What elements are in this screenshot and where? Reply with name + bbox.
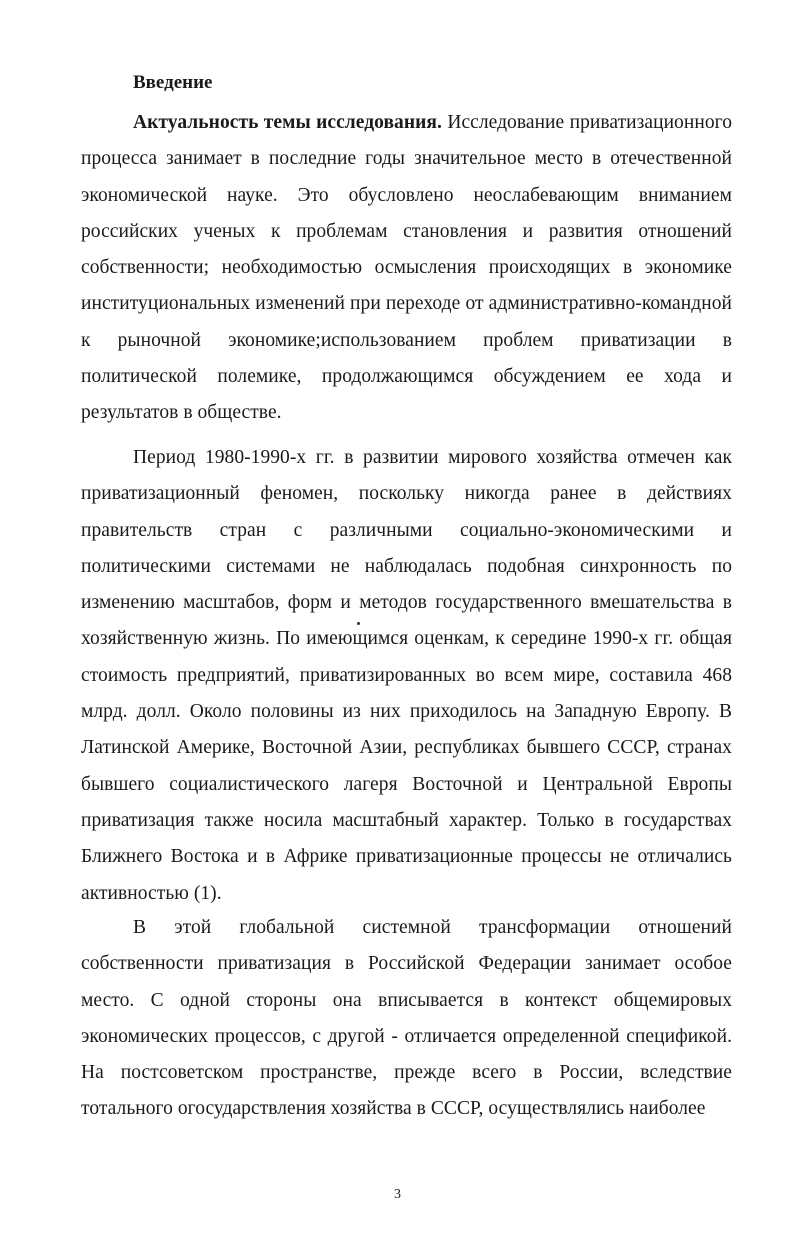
section-heading: Введение <box>133 72 213 93</box>
paragraph-russian-federation <box>81 910 732 1128</box>
page-number: 3 <box>394 1187 401 1202</box>
paragraph-lead: Актуальность темы исследования. <box>133 112 442 133</box>
paragraph-text: Исследование приватизационного процесса занимает в последние годы значительное место в отечественной экономической науке. Это обусловлено неослабевающим вниманием российских ученых к проблемам становления и развития отношений собственности; необходимостью осмысления происходящих в экономике институциональных изменений при переходе от административно-командной к рыночной экономике;использованием проблем приватизации в политической полемике, продолжающимся обсуждением ее хода и результатов в обществе. <box>81 112 732 424</box>
paragraph-text: Период 1980-1990-х гг. в развитии мирового хозяйства отмечен как приватизационный феномен, поскольку никогда ранее в действиях правительств стран с различными социально-экономическими и политическими системами не наблюдалась подобная синхронность по изменению масштабов, форм и методов государственного вмешательства в хозяйственную жизнь. По имеющимся оценкам, к середине 1990-х гг. общая стоимость предприятий, приватизированных во всем мире, составила 468 млрд. долл. Около половины из них приходилось на Западную Европу. В Латинской Америке, Восточной Азии, республиках бывшего СССР, странах бывшего социалистического лагеря Восточной и Центральной Европы приватизация также носила масштабный характер. Только в государствах Ближнего Востока и в Африке приватизационные процессы не отличались активностью (1). <box>81 447 732 904</box>
paragraph-privatization-period <box>81 440 732 912</box>
scan-speck <box>357 622 360 625</box>
paragraph-relevance <box>81 105 732 432</box>
paragraph-text: В этой глобальной системной трансформации отношений собственности приватизация в Российской Федерации занимает особое место. С одной стороны она вписывается в контекст общемировых экономических процессов, с другой - отличается определенной спецификой. На постсоветском пространстве, прежде всего в России, вследствие тотального огосударствления хозяйства в СССР, осуществлялись наиболее <box>81 917 732 1120</box>
